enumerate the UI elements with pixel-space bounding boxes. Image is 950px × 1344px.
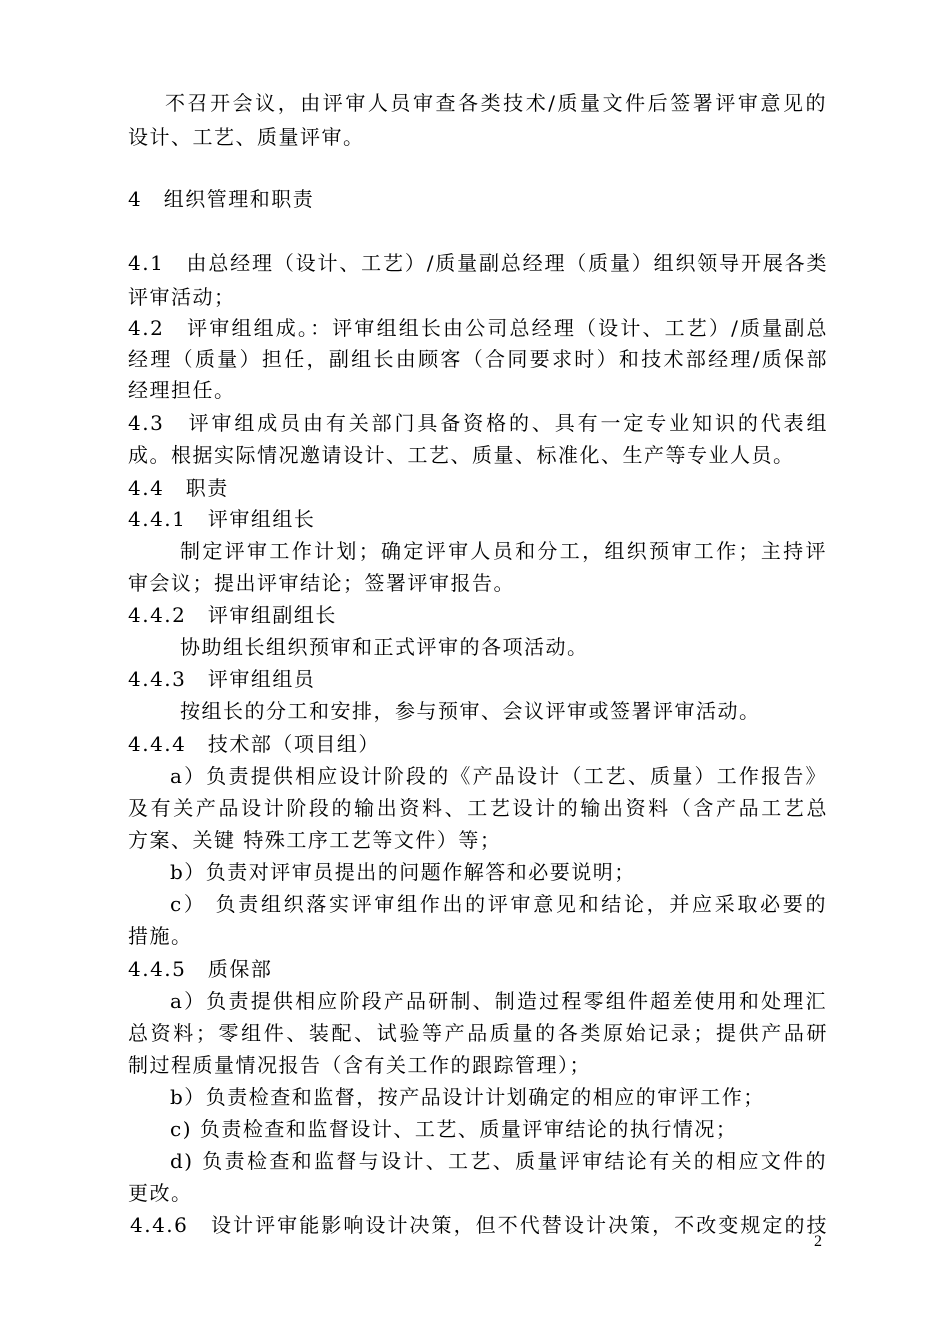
paragraph-line: 经理担任。 — [128, 378, 236, 402]
paragraph-line: 及有关产品设计阶段的输出资料、工艺设计的输出资料（含产品工艺总 — [128, 796, 828, 820]
list-item-line: c） 负责组织落实评审组作出的评审意见和结论，并应采取必要的 — [170, 892, 827, 916]
paragraph-line: 4.3 评审组成员由有关部门具备资格的、具有一定专业知识的代表组 — [128, 411, 828, 435]
paragraph-line: 4.2 评审组组成。：评审组组长由公司总经理（设计、工艺）/质量副总 — [128, 316, 828, 340]
paragraph-line: 措施。 — [128, 924, 193, 948]
subsection-heading: 4.4.4 技术部（项目组） — [128, 732, 380, 756]
list-item-line: b）负责对评审员提出的问题作解答和必要说明； — [170, 860, 636, 884]
section-heading: 4 组织管理和职责 — [128, 187, 315, 211]
subsection-heading: 4.4.3 评审组组员 — [128, 667, 316, 691]
page-number: 2 — [814, 1233, 822, 1250]
paragraph-line: 方案、关键 特殊工序工艺等文件）等； — [128, 828, 502, 852]
subsection-heading: 4.4.1 评审组组长 — [128, 507, 316, 531]
paragraph-line: 设计、工艺、质量评审。 — [128, 125, 365, 149]
paragraph-line: 更改。 — [128, 1181, 193, 1205]
list-item-line: a）负责提供相应阶段产品研制、制造过程零组件超差使用和处理汇 — [170, 989, 827, 1013]
paragraph-line: 按组长的分工和安排，参与预审、会议评审或签署评审活动。 — [180, 699, 761, 723]
paragraph-line: 审会议；提出评审结论；签署评审报告。 — [128, 571, 515, 595]
list-item-line: c) 负责检查和监督设计、工艺、质量评审结论的执行情况； — [170, 1117, 738, 1141]
paragraph-line: 总资料；零组件、装配、试验等产品质量的各类原始记录；提供产品研 — [128, 1021, 828, 1045]
paragraph-line: 制定评审工作计划；确定评审人员和分工，组织预审工作；主持评 — [180, 539, 827, 563]
subsection-heading: 4.4.5 质保部 — [128, 957, 273, 981]
paragraph-line: 评审活动； — [128, 285, 236, 309]
paragraph-line: 制过程质量情况报告（含有关工作的跟踪管理）； — [128, 1053, 591, 1077]
list-item-line: b）负责检查和监督，按产品设计计划确定的相应的审评工作； — [170, 1085, 765, 1109]
paragraph-line: 经理（质量）担任，副组长由顾客（合同要求时）和技术部经理/质保部 — [128, 347, 828, 371]
paragraph-line: 4.4.6 设计评审能影响设计决策，但不代替设计决策，不改变规定的技 — [130, 1213, 828, 1237]
subsection-heading: 4.4.2 评审组副组长 — [128, 603, 337, 627]
paragraph-line: 4.1 由总经理（设计、工艺）/质量副总经理（质量）组织领导开展各类 — [128, 251, 828, 275]
paragraph-line: 协助组长组织预审和正式评审的各项活动。 — [180, 635, 589, 659]
paragraph-line: 成。根据实际情况邀请设计、工艺、质量、标准化、生产等专业人员。 — [128, 443, 795, 467]
list-item-line: d) 负责检查和监督与设计、工艺、质量评审结论有关的相应文件的 — [170, 1149, 827, 1173]
list-item-line: a）负责提供相应设计阶段的《产品设计（工艺、质量）工作报告》 — [170, 764, 827, 788]
subsection-heading: 4.4 职责 — [128, 476, 229, 500]
paragraph-line: 不召开会议，由评审人员审查各类技术/质量文件后签署评审意见的 — [165, 91, 827, 115]
